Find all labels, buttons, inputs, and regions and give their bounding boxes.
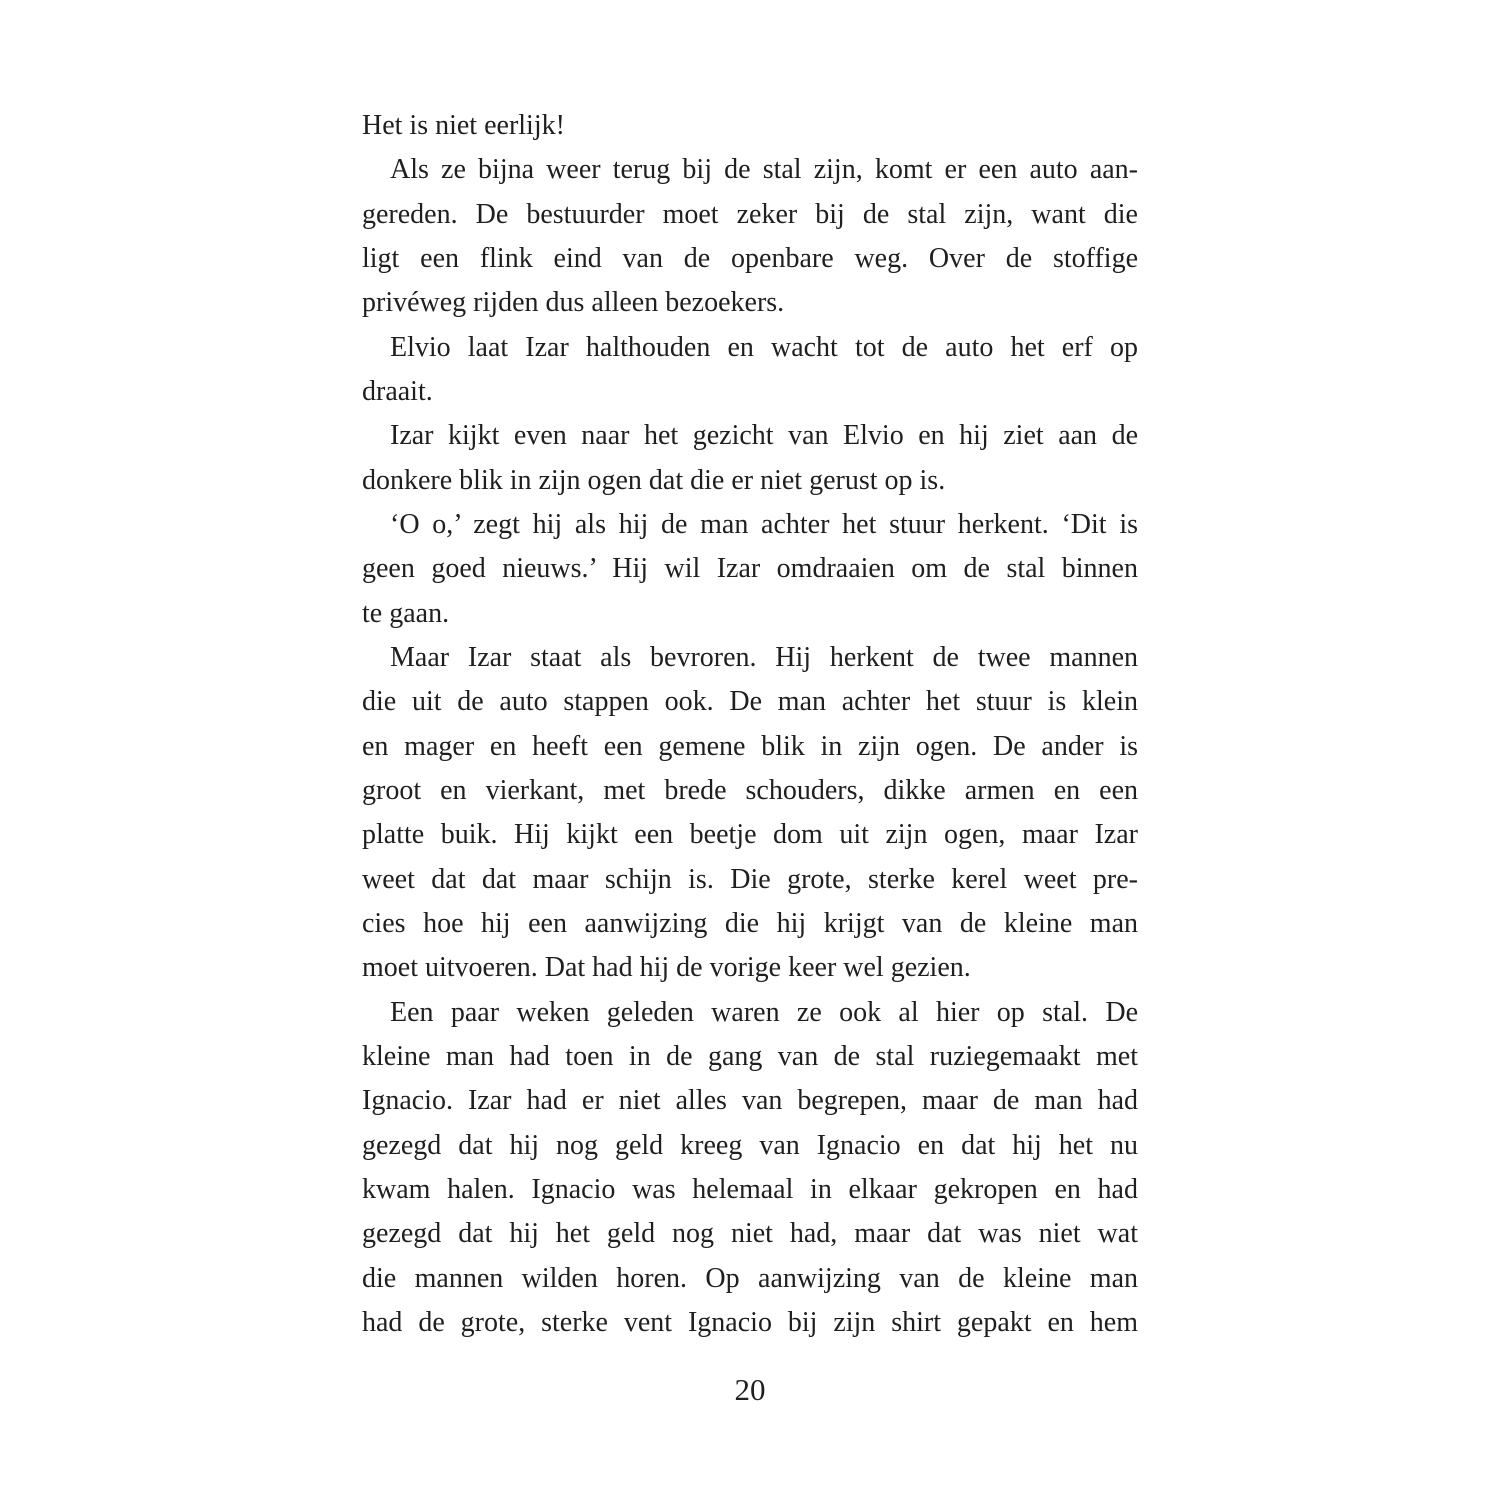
text-line: ligt een flink eind van de openbare weg. Over de stoffige — [362, 242, 1138, 274]
text-line: privéweg rijden dus alleen bezoekers. — [362, 287, 785, 319]
paragraph — [362, 636, 1138, 991]
text-line: had de grote, sterke vent Ignacio bij zijn shirt gepakt en hem — [362, 1306, 1138, 1338]
paragraph — [362, 104, 1138, 148]
text-line: Ignacio. Izar had er niet alles van begrepen, maar de man had — [362, 1085, 1138, 1117]
paragraph — [362, 991, 1138, 1346]
text-line: groot en vierkant, met brede schouders, dikke armen en een — [362, 774, 1138, 806]
text-line: gezegd dat hij het geld nog niet had, maar dat was niet wat — [362, 1218, 1138, 1250]
text-line: Als ze bijna weer terug bij de stal zijn, komt er een auto aan- — [390, 154, 1138, 186]
text-line: te gaan. — [362, 597, 450, 629]
text-line: draait. — [362, 375, 433, 407]
text-line: Het is niet eerlijk! — [362, 110, 565, 141]
text-line: kleine man had toen in de gang van de stal ruziegemaakt met — [362, 1040, 1138, 1072]
text-block — [362, 104, 1138, 1345]
page-number: 20 — [734, 1372, 766, 1407]
text-line: ‘O o,’ zegt hij als hij de man achter het stuur herkent. ‘Dit is — [390, 508, 1138, 540]
text-line: donkere blik in zijn ogen dat die er niet gerust op is. — [362, 464, 946, 496]
text-line: die mannen wilden horen. Op aanwijzing van de kleine man — [362, 1262, 1138, 1294]
text-line: Maar Izar staat als bevroren. Hij herkent de twee mannen — [390, 641, 1138, 673]
text-line: Elvio laat Izar halthouden en wacht tot de auto het erf op — [390, 331, 1138, 363]
text-line: geen goed nieuws.’ Hij wil Izar omdraaien om de stal binnen — [362, 553, 1138, 585]
text-line: weet dat dat maar schijn is. Die grote, sterke kerel weet pre- — [362, 863, 1138, 895]
text-line: cies hoe hij een aanwijzing die hij krijgt van de kleine man — [362, 907, 1138, 939]
text-line: gereden. De bestuurder moet zeker bij de stal zijn, want die — [362, 198, 1138, 230]
paragraph — [362, 326, 1138, 415]
paragraph — [362, 414, 1138, 503]
text-line: Izar kijkt even naar het gezicht van Elvio en hij ziet aan de — [390, 420, 1138, 452]
text-line: gezegd dat hij nog geld kreeg van Ignacio en dat hij het nu — [362, 1129, 1138, 1161]
paragraph — [362, 503, 1138, 636]
text-line: platte buik. Hij kijkt een beetje dom uit zijn ogen, maar Izar — [362, 819, 1138, 851]
text-line: moet uitvoeren. Dat had hij de vorige keer wel gezien. — [362, 952, 971, 984]
text-line: kwam halen. Ignacio was helemaal in elkaar gekropen en had — [362, 1173, 1138, 1205]
text-line: die uit de auto stappen ook. De man achter het stuur is klein — [362, 686, 1138, 718]
paragraph — [362, 148, 1138, 325]
text-line: Een paar weken geleden waren ze ook al hier op stal. De — [390, 996, 1138, 1028]
text-line: en mager en heeft een gemene blik in zijn ogen. De ander is — [362, 730, 1138, 762]
